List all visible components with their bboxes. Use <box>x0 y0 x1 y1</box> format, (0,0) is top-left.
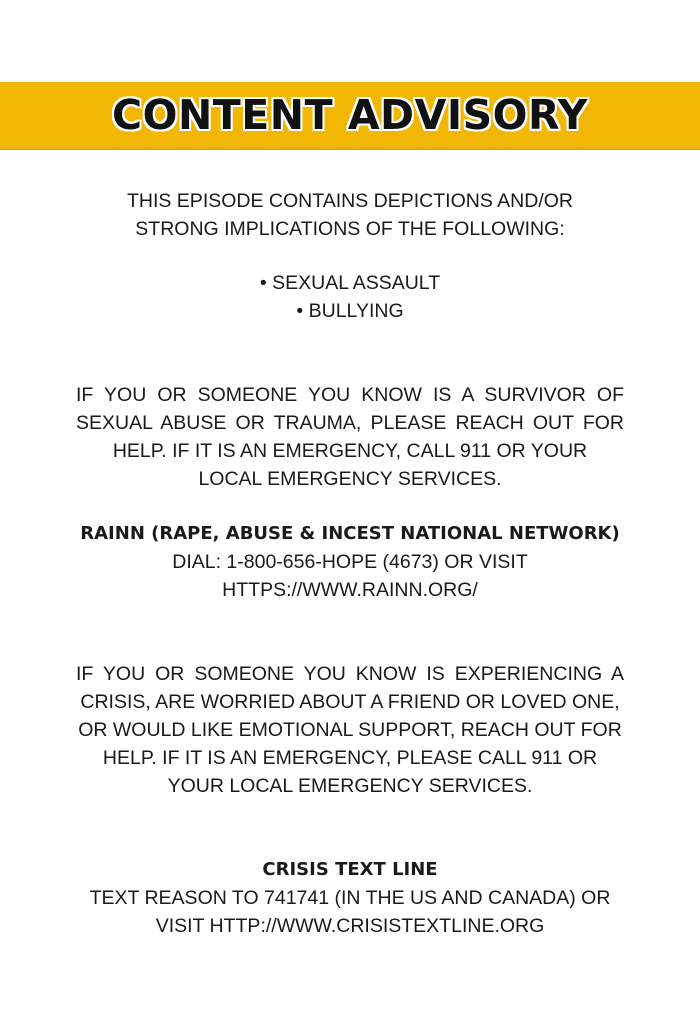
crisis-text-line-info <box>0 856 700 940</box>
crisis-text-line-text: TEXT REASON TO 741741 (IN THE US AND CANADA) OR <box>89 887 611 909</box>
survivor-notice <box>0 381 700 493</box>
crisis-line: CRISIS, ARE WORRIED ABOUT A FRIEND OR LOVED ONE, <box>80 691 620 713</box>
crisis-line: HELP. IF IT IS AN EMERGENCY, PLEASE CALL 911 OR <box>102 747 598 769</box>
survivor-line: LOCAL EMERGENCY SERVICES. <box>198 468 502 490</box>
rainn-url[interactable]: HTTPS://WWW.RAINN.ORG/ <box>222 579 478 601</box>
crisis-line: YOUR LOCAL EMERGENCY SERVICES. <box>167 775 533 797</box>
advisory-banner <box>0 82 700 150</box>
rainn-info <box>0 520 700 604</box>
crisis-text-line-name: CRISIS TEXT LINE <box>262 859 438 880</box>
topic-item: • BULLYING <box>0 297 700 325</box>
page-title: CONTENT ADVISORY <box>112 91 588 139</box>
intro-text <box>0 187 700 243</box>
crisis-notice <box>0 660 700 800</box>
intro-line: THIS EPISODE CONTAINS DEPICTIONS AND/OR <box>126 190 574 212</box>
crisis-text-line-url[interactable]: VISIT HTTP://WWW.CRISISTEXTLINE.ORG <box>155 915 545 937</box>
survivor-line: IF YOU OR SOMEONE YOU KNOW IS A SURVIVOR OF <box>76 384 624 406</box>
topic-item: • SEXUAL ASSAULT <box>0 269 700 297</box>
rainn-name: RAINN (RAPE, ABUSE & INCEST NATIONAL NETWORK) <box>80 523 620 544</box>
survivor-line: HELP. IF IT IS AN EMERGENCY, CALL 911 OR YOUR <box>112 440 588 462</box>
rainn-dial: DIAL: 1-800-656-HOPE (4673) OR VISIT <box>172 551 528 573</box>
survivor-line: SEXUAL ABUSE OR TRAUMA, PLEASE REACH OUT FOR <box>76 412 624 434</box>
topic-list <box>0 269 700 325</box>
intro-line: STRONG IMPLICATIONS OF THE FOLLOWING: <box>135 218 565 240</box>
crisis-line: OR WOULD LIKE EMOTIONAL SUPPORT, REACH OUT FOR <box>78 719 622 741</box>
crisis-line: IF YOU OR SOMEONE YOU KNOW IS EXPERIENCING A <box>76 663 624 685</box>
